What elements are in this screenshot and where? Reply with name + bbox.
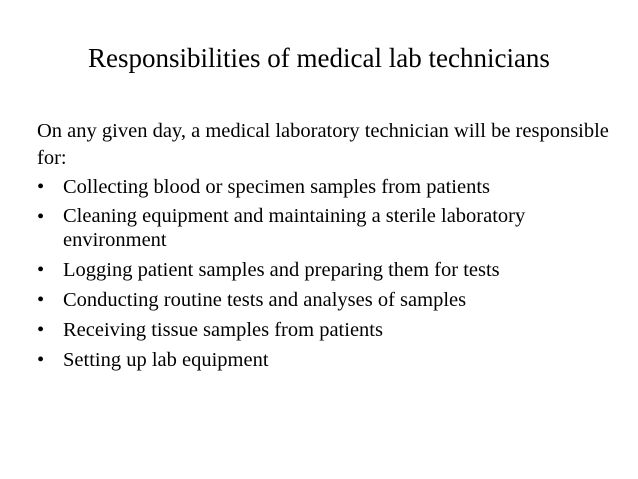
slide-body bbox=[37, 118, 627, 377]
bullet-dot-icon: • bbox=[37, 176, 45, 198]
bullet-text: Setting up lab equipment bbox=[63, 349, 269, 371]
bullet-item bbox=[37, 204, 627, 254]
bullet-dot-icon: • bbox=[37, 206, 45, 228]
bullet-dot-icon: • bbox=[37, 349, 45, 371]
slide-title: Responsibilities of medical lab technicians bbox=[88, 43, 550, 73]
intro-text: On any given day, a medical laboratory technician will be responsible for: bbox=[37, 120, 609, 169]
bullet-item bbox=[37, 257, 627, 284]
bullet-text: Cleaning equipment and maintaining a sterile laboratory environment bbox=[63, 205, 526, 251]
bullet-item bbox=[37, 317, 627, 344]
bullet-text: Receiving tissue samples from patients bbox=[63, 319, 383, 341]
bullet-text: Conducting routine tests and analyses of samples bbox=[63, 289, 467, 311]
bullet-dot-icon: • bbox=[37, 259, 45, 281]
bullet-text: Collecting blood or specimen samples from patients bbox=[63, 176, 490, 198]
bullet-item bbox=[37, 347, 627, 374]
bullet-item bbox=[37, 174, 627, 201]
bullet-dot-icon: • bbox=[37, 319, 45, 341]
bullet-item bbox=[37, 287, 627, 314]
bullet-text: Logging patient samples and preparing them for tests bbox=[63, 259, 500, 281]
bullet-list bbox=[37, 174, 627, 374]
bullet-dot-icon: • bbox=[37, 289, 45, 311]
